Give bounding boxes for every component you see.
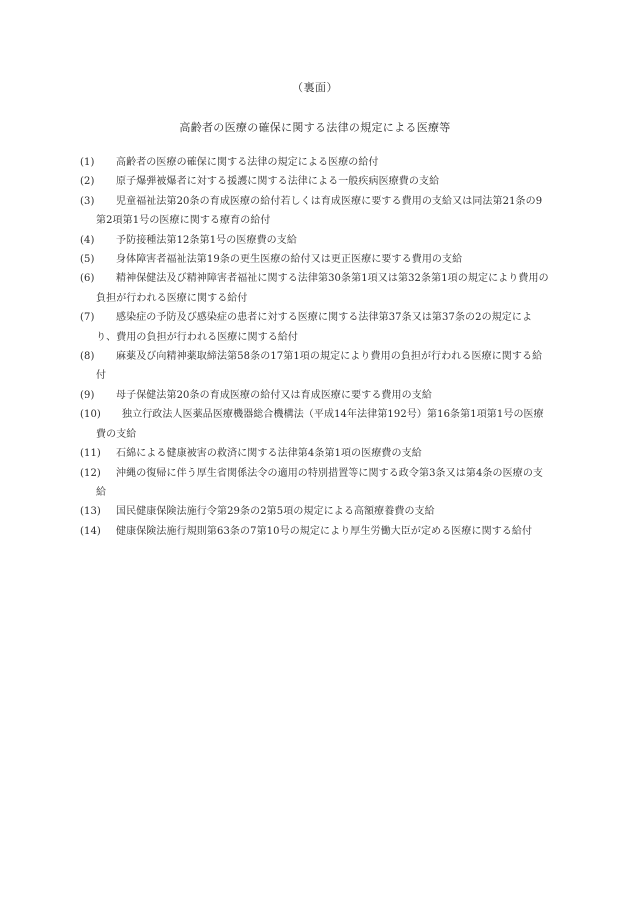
item-number: (12) [80,467,101,479]
item-number: (14) [80,525,101,537]
item-text: 予防接種法第12条第1号の医療費の支給 [116,234,297,246]
item-text: 独立行政法人医薬品医療機器総合機構法（平成14年法律第192号）第16条第1項第1号の医療費の支給 [96,409,544,440]
item-text: 身体障害者福祉法第19条の更生医療の給付又は更正医療に要する費用の支給 [116,254,463,266]
list-item [80,464,552,503]
item-text: 原子爆弾被爆者に対する援護に関する法律による一般疾病医療費の支給 [116,176,440,188]
item-number: (3) [80,195,95,207]
item-text: 石綿による健康被害の救済に関する法律第4条第1項の医療費の支給 [116,448,422,460]
item-number: (11) [80,448,101,460]
item-text: 高齢者の医療の確保に関する法律の規定による医療の給付 [116,157,379,168]
list-item [80,269,552,308]
list-item [80,386,552,405]
item-text: 感染症の予防及び感染症の患者に対する医療に関する法律第37条又は第37条の2の規定により、費用の負担が行われる医療に関する給付 [96,312,533,343]
document-title: 高齢者の医療の確保に関する法律の規定による医療等 [179,121,451,134]
benefit-list [80,153,552,541]
list-item [80,522,552,541]
item-text: 麻薬及び向精神薬取締法第58条の17第1項の規定により費用の負担が行われる医療に関する給付 [96,351,543,382]
item-number: (13) [80,506,101,518]
list-item [80,308,552,347]
item-number: (1) [80,157,95,168]
item-text: 児童福祉法第20条の育成医療の給付若しくは育成医療に要する費用の支給又は同法第21条の9第2項第1号の医療に関する療育の給付 [96,195,543,227]
item-text: 国民健康保険法施行令第29条の2第5項の規定による高額療養費の支給 [116,506,435,518]
item-number: (7) [80,312,95,324]
side-label: （裏面） [292,81,338,94]
list-item [80,172,552,191]
list-item [80,405,552,444]
item-number: (10) [80,409,101,421]
item-number: (9) [80,389,95,401]
item-number: (5) [80,254,95,266]
item-text: 母子保健法第20条の育成医療の給付又は育成医療に要する費用の支給 [116,389,432,401]
item-number: (2) [80,176,95,188]
item-text: 沖縄の復帰に伴う厚生省関係法令の適用の特別措置等に関する政令第3条又は第4条の医療の支給 [96,467,544,498]
list-item [80,231,552,250]
item-text: 健康保険法施行規則第63条の7第10号の規定により厚生労働大臣が定める医療に関する給付 [116,525,533,537]
list-item [80,347,552,386]
list-item [80,444,552,463]
list-item [80,153,552,172]
item-number: (4) [80,234,95,246]
item-number: (8) [80,351,95,363]
list-item [80,192,552,231]
list-item [80,502,552,521]
item-text: 精神保健法及び精神障害者福祉に関する法律第30条第1項又は第32条第1項の規定により費用の負担が行われる医療に関する給付 [96,273,549,304]
item-number: (6) [80,273,95,285]
list-item [80,250,552,269]
